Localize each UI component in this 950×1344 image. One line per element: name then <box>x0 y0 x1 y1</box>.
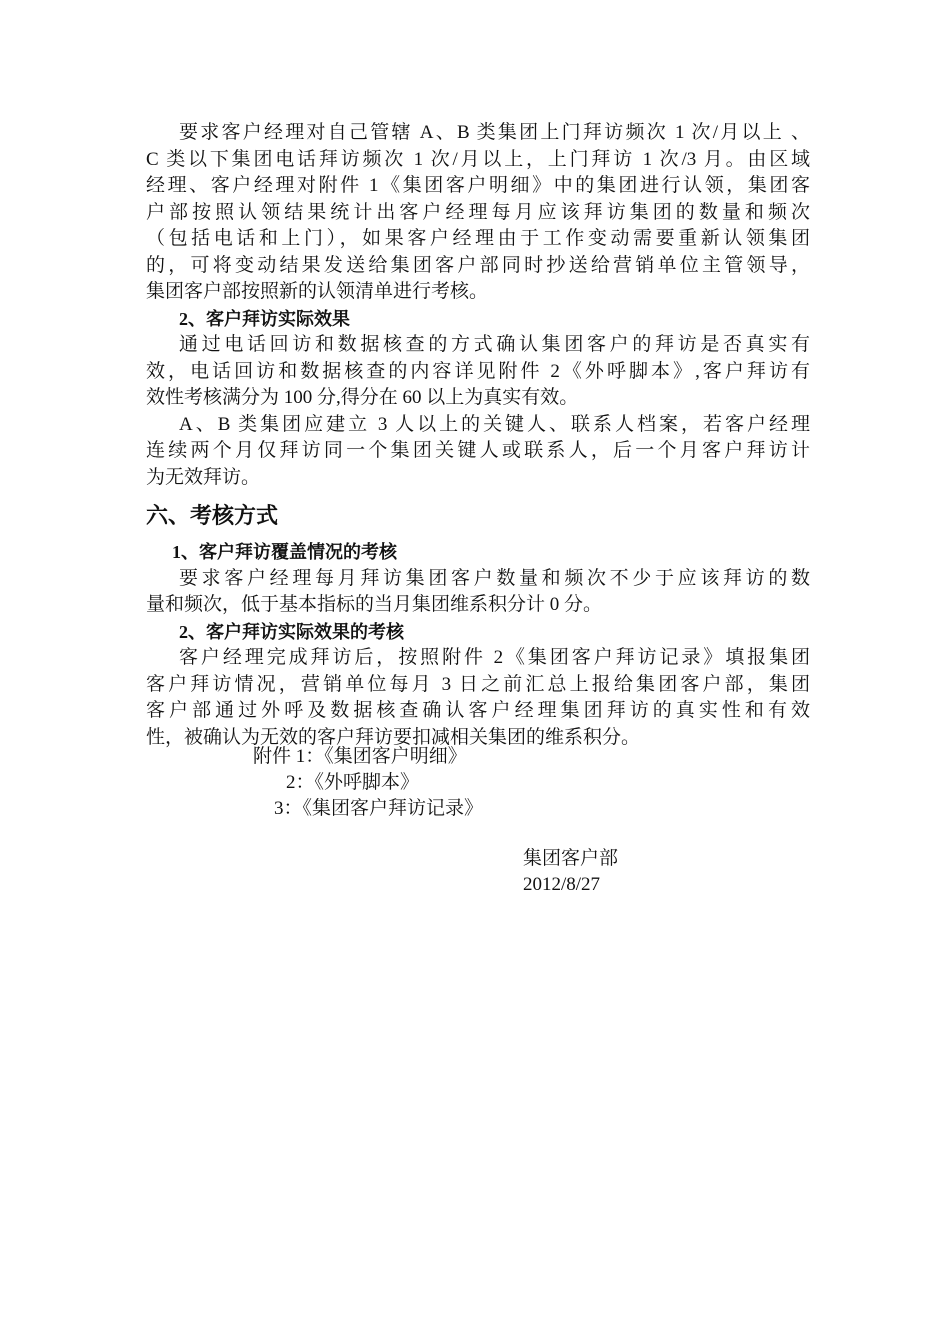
document-body <box>146 120 810 751</box>
subheading-coverage-assessment: 1、客户拜访覆盖情况的考核 <box>172 542 397 562</box>
subheading-visit-effect: 2、客户拜访实际效果 <box>179 308 350 329</box>
text-line: 的，可将变动结果发送给集团客户部同时抄送给营销单位主管领导， <box>146 254 810 276</box>
paragraph-visit-frequency <box>146 120 810 306</box>
text-line: 性，被确认为无效的客户拜访要扣减相关集团的维系积分。 <box>146 726 641 748</box>
paragraph-verification <box>146 332 810 412</box>
text-line: 要求客户经理对自己管辖 A、B 类集团上门拜访频次 1 次/月以上 、 <box>179 122 810 143</box>
text-line: 连续两个月仅拜访同一个集团关键人或联系人，后一个月客户拜访计 <box>146 440 810 461</box>
text-line: 效，电话回访和数据核查的内容详见附件 2《外呼脚本》,客户拜访有 <box>146 360 810 382</box>
text-line: 户部按照认领结果统计出客户经理每月应该拜访集团的数量和频次 <box>146 201 810 223</box>
text-line: 集团客户部按照新的认领清单进行考核。 <box>146 281 489 302</box>
attachment-item: 附件 1：《集团客户明细》 <box>253 746 467 767</box>
signature-date: 2012/8/27 <box>523 874 601 895</box>
text-line: 经理、客户经理对附件 1《集团客户明细》中的集团进行认领，集团客 <box>146 175 810 196</box>
text-line: （包括电话和上门），如果客户经理由于工作变动需要重新认领集团 <box>146 228 810 249</box>
text-line: 要求客户经理每月拜访集团客户数量和频次不少于应该拜访的数 <box>179 567 810 589</box>
attachments-list <box>253 744 483 822</box>
section-heading-assessment-method: 六、考核方式 <box>146 503 279 528</box>
text-line: 客户经理完成拜访后，按照附件 2《集团客户拜访记录》填报集团 <box>179 647 810 668</box>
text-line: 为无效拜访。 <box>146 466 261 488</box>
paragraph-reporting <box>146 645 810 751</box>
paragraph-contact-archive <box>146 412 810 492</box>
text-line: 客户拜访情况，营销单位每月 3 日之前汇总上报给集团客户部，集团 <box>146 673 810 695</box>
signature-block <box>523 846 618 898</box>
paragraph-coverage <box>146 566 810 619</box>
text-line: 客户部通过外呼及数据核查确认客户经理集团拜访的真实性和有效 <box>146 700 810 721</box>
text-line: 量和频次，低于基本指标的当月集团维系积分计 0 分。 <box>146 594 603 615</box>
signature-department: 集团客户部 <box>523 848 619 869</box>
text-line: 效性考核满分为 100 分,得分在 60 以上为真实有效。 <box>146 387 579 408</box>
text-line: 通过电话回访和数据核查的方式确认集团客户的拜访是否真实有 <box>179 334 810 355</box>
subheading-effect-assessment: 2、客户拜访实际效果的考核 <box>179 621 404 642</box>
text-line: A、B 类集团应建立 3 人以上的关键人、联系人档案，若客户经理 <box>179 413 810 435</box>
attachment-item: 3：《集团客户拜访记录》 <box>274 798 484 819</box>
text-line: C 类以下集团电话拜访频次 1 次/月以上，上门拜访 1 次/3 月。由区域 <box>146 148 810 170</box>
attachment-item: 2：《外呼脚本》 <box>286 772 420 793</box>
